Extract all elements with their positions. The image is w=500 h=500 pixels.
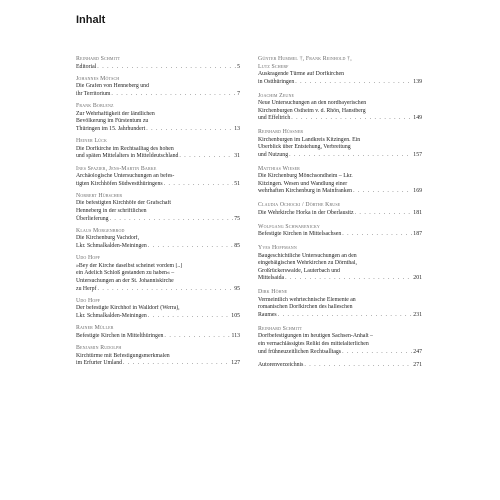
toc-entry	[258, 129, 422, 159]
entry-page-number: 231	[413, 311, 422, 318]
entry-title-last-line	[258, 312, 422, 320]
entry-author: Ines Spazier, Jens-Martin Barke	[76, 165, 157, 172]
toc-entry	[76, 345, 240, 368]
entry-author: Joachim Zeune	[258, 92, 295, 99]
entry-title-text: Raumes	[258, 311, 277, 318]
toc-entry	[76, 255, 240, 293]
entry-title-line: Kitzingen. Wesen und Wandlung einer	[258, 180, 348, 187]
entry-title-text: Lkr. Schmalkalden-Meiningen	[76, 312, 147, 319]
entry-title-last-line	[258, 188, 422, 196]
entry-author: Wolfgang Schwabenicky	[258, 223, 320, 230]
toc-column-left	[76, 56, 240, 372]
toc-entry	[76, 138, 240, 161]
entry-page-number: 139	[413, 78, 422, 85]
entry-page-number: 169	[413, 188, 422, 195]
toc-entry	[76, 166, 240, 189]
entry-title-last-line	[76, 181, 240, 189]
entry-page-number: 105	[231, 312, 240, 319]
entry-author: Norbert Hübscher	[76, 192, 123, 199]
toc-column-right	[258, 56, 422, 376]
toc-entry	[258, 166, 422, 196]
dot-leader	[285, 275, 412, 283]
dot-leader	[295, 79, 412, 87]
dot-leader	[148, 313, 230, 321]
entry-page-number: 113	[231, 332, 240, 339]
entry-page-number: 85	[234, 243, 240, 250]
toc-entry	[76, 76, 240, 99]
entry-author: Frank Boblenz	[76, 103, 114, 110]
entry-title-line: ein Adelich Schloß gestanden zu haben« –	[76, 270, 175, 277]
entry-title-text: ihr Territorium	[76, 90, 111, 97]
entry-title-last-line	[76, 360, 240, 368]
entry-title-last-line	[258, 115, 422, 123]
entry-title-line: Die Grafen von Henneberg und	[76, 83, 149, 90]
entry-title-text: und Nutzung	[258, 151, 289, 158]
entry-page-number: 7	[237, 90, 240, 97]
entry-page-number: 271	[413, 362, 422, 369]
toc-entry	[76, 298, 240, 321]
entry-author: Klaus Morgenbrod	[76, 227, 125, 234]
entry-title-last-line	[76, 91, 240, 99]
entry-page-number: 51	[234, 180, 240, 187]
entry-page-number: 31	[234, 153, 240, 160]
dot-leader	[97, 64, 236, 72]
entry-author: Benjamin Rudolph	[76, 344, 122, 351]
entry-title-last-line	[76, 333, 240, 341]
entry-title-line: Bevölkerung im Fürstentum zu	[76, 118, 149, 125]
entry-page-number: 247	[413, 348, 422, 355]
entry-title-last-line	[258, 79, 422, 87]
toc-entry	[258, 362, 422, 370]
entry-title-line: »Bey der Kirche daselbst scheinet vordem [..]	[76, 262, 183, 269]
dot-leader	[123, 360, 230, 368]
entry-page-number: 157	[413, 151, 422, 158]
entry-author: Dirk Höhne	[258, 289, 288, 296]
entry-title-line: Die befestigten Kirchhöfe der Grafschaft	[76, 200, 171, 207]
entry-title-line: eingebäigischen Wehrkirchen zu Dörnthal,	[258, 260, 357, 267]
entry-page-number: 127	[231, 360, 240, 367]
entry-page-number: 149	[413, 115, 422, 122]
toc-entry	[76, 228, 240, 251]
entry-title-text: Mittelsaida	[258, 275, 285, 282]
entry-title-text: und frühneuzeitlichen Rechtsalltags	[258, 348, 342, 355]
entry-title-text: zu Herpf	[76, 285, 97, 292]
toc-entry	[76, 103, 240, 133]
entry-title-text: in Ostthüringen	[258, 78, 295, 85]
entry-title-line: Auskragende Türme auf Dorfkirchen	[258, 71, 345, 78]
entry-title-line: ein vernachlässigtes Relikt des mittelalterlichen	[258, 340, 369, 347]
entry-title-text: tigten Kirchhöfen Südwestthüringens	[76, 180, 163, 187]
entry-title-last-line	[76, 286, 240, 294]
entry-title-line: Neue Untersuchungen an den nordbayerischen	[258, 100, 367, 107]
toc-entry	[258, 245, 422, 283]
dot-leader	[342, 231, 412, 239]
entry-title-text: Autorenverzeichnis	[258, 362, 304, 369]
toc-entry	[258, 326, 422, 356]
dot-leader	[110, 216, 234, 224]
entry-title-last-line	[76, 153, 240, 161]
entry-title-text: im Erfurter Umland	[76, 360, 123, 367]
entry-title-line: Henneberg in der schriftlichen	[76, 208, 147, 215]
dot-leader	[291, 115, 412, 123]
entry-title-line: Archäologische Untersuchungen an befes-	[76, 173, 175, 180]
entry-title-line: romanischen Dorfkirchen des halleschen	[258, 304, 353, 311]
entry-title-text: Thüringen im 15. Jahrhundert	[76, 125, 146, 132]
entry-page-number: 13	[234, 125, 240, 132]
entry-author: Reinhard Schmitt	[258, 325, 303, 332]
entry-author: Reinhard Schmitt	[76, 56, 121, 62]
dot-leader	[342, 349, 412, 357]
entry-title-line: Kirchenburgen im Landkreis Kitzingen. Ein	[258, 136, 361, 143]
entry-title-line: Der befestigte Kirchhof in Walldorf (Werra),	[76, 305, 180, 312]
entry-title-line: Zur Wehrhaftigkeit der ländlichen	[76, 110, 155, 117]
entry-title-line: Vermeintlich wehrtechnische Elemente an	[258, 296, 356, 303]
dot-leader	[164, 333, 230, 341]
entry-page-number: 75	[234, 215, 240, 222]
entry-title-last-line	[258, 349, 422, 357]
entry-author: Udo Hopf	[76, 297, 101, 304]
dot-leader	[353, 188, 412, 196]
toc-entry	[258, 93, 422, 123]
entry-title-last-line	[258, 210, 422, 218]
entry-title-last-line	[76, 313, 240, 321]
entry-title-line: Die Dorfkirche im Rechtsalltag des hohen	[76, 145, 174, 152]
entry-page-number: 95	[234, 285, 240, 292]
entry-title-text: wehrhaften Kirchenburg in Mainfranken	[258, 188, 353, 195]
entry-title-line: Die Kirchenburg Mönchsondheim – Lkr.	[258, 173, 353, 180]
dot-leader	[355, 210, 413, 218]
toc-entry	[258, 289, 422, 319]
entry-title-last-line	[258, 152, 422, 160]
entry-title-last-line	[258, 231, 422, 239]
entry-page-number: 187	[413, 231, 422, 238]
dot-leader	[179, 153, 233, 161]
entry-title-last-line	[258, 362, 422, 370]
dot-leader	[148, 243, 233, 251]
entry-author: Matthias Wieser	[258, 165, 300, 172]
entry-title-text: Die Wehrkirche Horka in der Oberlausitz	[258, 209, 354, 216]
entry-page-number: 5	[237, 63, 240, 70]
entry-author: Udo Hopf	[76, 255, 101, 262]
entry-title-line: Die Kirchenburg Vachdorf,	[76, 235, 140, 242]
entry-author: Heiner Lück	[76, 138, 108, 145]
entry-title-text: und späten Mittelalters in Mitteldeutschland	[76, 153, 179, 160]
entry-title-line: Dorfbefestigungen im heutigen Sachsen-Anhalt –	[258, 333, 373, 340]
dot-leader	[146, 126, 233, 134]
entry-title-line: Untersuchungen an der St. Johanniskirche	[76, 278, 174, 284]
entry-title-text: Lkr. Schmalkalden-Meiningen	[76, 243, 147, 250]
entry-author: Rainer Müller	[76, 325, 114, 332]
entry-title-line: Kirchtürme mit Befestigungsmerkmalen	[76, 352, 170, 359]
toc-entry	[76, 193, 240, 223]
entry-title-line: Kirchenburgen Ostheim v. d. Rhön, Hanstberg	[258, 107, 366, 114]
entry-title-line: Überblick über Entstehung, Verbreitung	[258, 144, 351, 151]
entry-title-last-line	[76, 243, 240, 251]
entry-author: Claudia Ochocki / Dörthe Kruse	[258, 202, 341, 209]
dot-leader	[304, 362, 412, 370]
dot-leader	[289, 152, 412, 160]
entry-title-text: und Effeltrich	[258, 115, 291, 122]
entry-author: Reinhard Hüssner	[258, 129, 304, 136]
entry-title-text: Befestigte Kirchen in Mittelthüringen	[76, 332, 164, 339]
dot-leader	[111, 91, 236, 99]
toc-entry	[76, 325, 240, 340]
toc-entry	[258, 224, 422, 239]
entry-title-last-line	[76, 216, 240, 224]
entry-author: Lutz Scherf	[258, 63, 289, 70]
entry-author: Johannes Mötsch	[76, 75, 120, 82]
entry-title-text: Überlieferung	[76, 215, 109, 222]
entry-title-text: Editorial	[76, 63, 97, 70]
entry-title-last-line	[258, 275, 422, 283]
dot-leader	[164, 181, 234, 189]
dot-leader	[97, 286, 233, 294]
entry-title-text: Befestigte Kirchen in Mittelsachsen	[258, 231, 342, 238]
entry-title-last-line	[76, 64, 240, 72]
entry-page-number: 181	[413, 209, 422, 216]
entry-title-line: Baugeschichtliche Untersuchungen an den	[258, 252, 357, 259]
toc-entry	[76, 56, 240, 71]
entry-page-number: 201	[413, 275, 422, 282]
page-title: Inhalt	[76, 14, 106, 26]
toc-entry	[258, 202, 422, 217]
entry-title-line: Großrückerswalde, Lauterbach und	[258, 267, 340, 274]
entry-title-last-line	[76, 126, 240, 134]
entry-author: Günter Hummel †, Frank Reinhold †,	[258, 56, 352, 62]
toc-entry	[258, 56, 422, 86]
entry-author: Yves Hoffmann	[258, 245, 297, 251]
dot-leader	[278, 312, 413, 320]
